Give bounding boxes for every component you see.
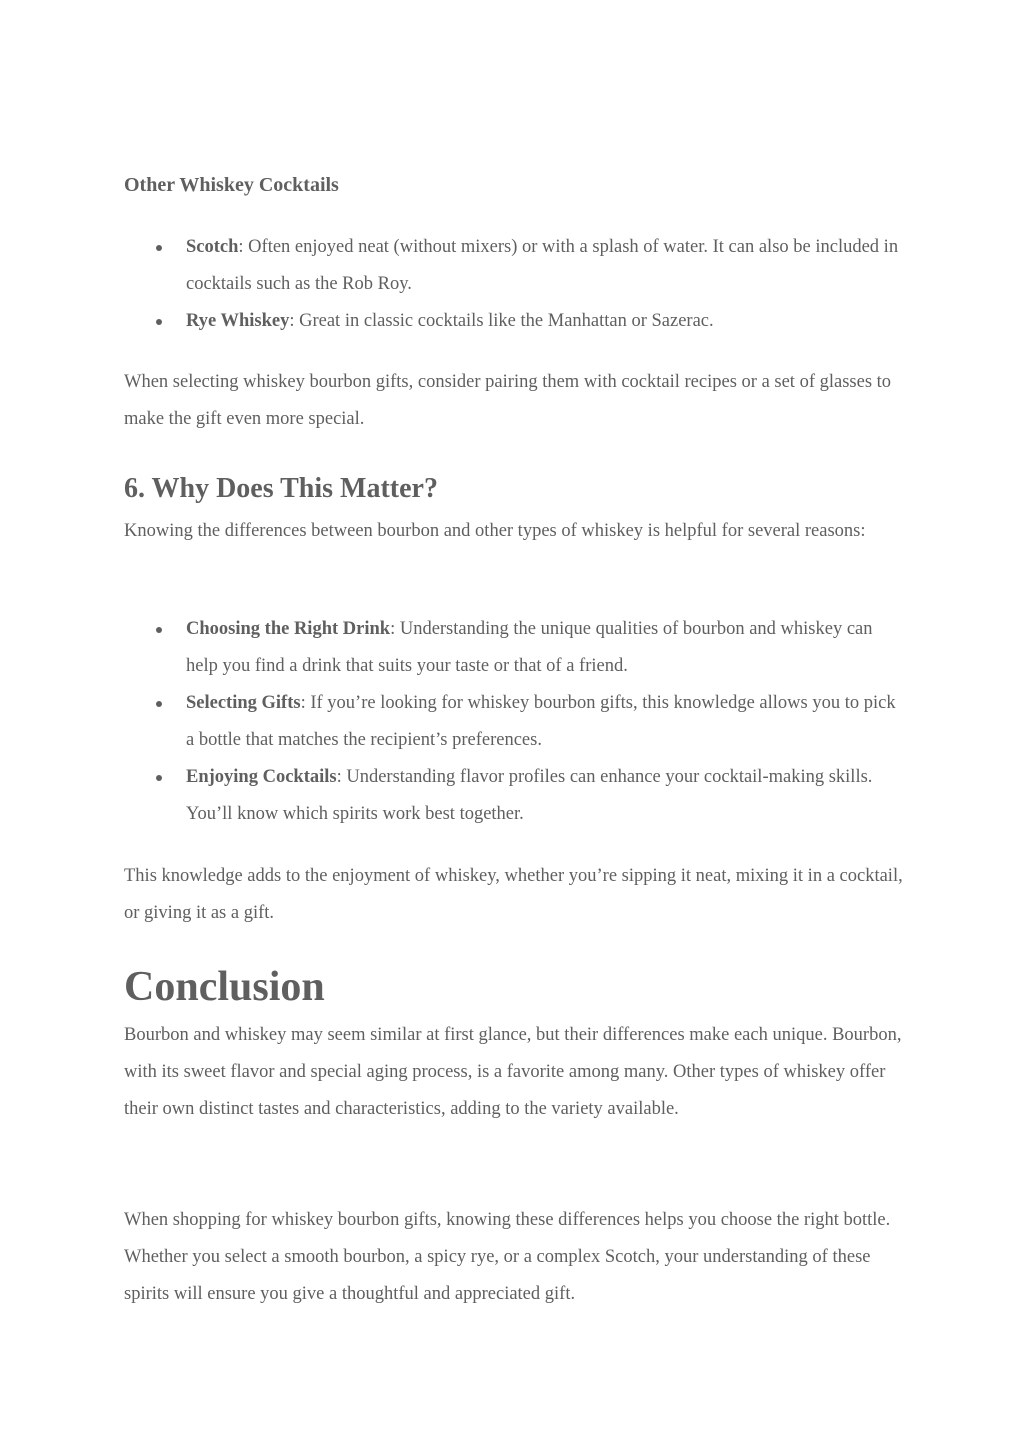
conclusion-paragraph-2: When shopping for whiskey bourbon gifts, knowing these differences helps you choose the right bottle. Whether you select a smooth bourbon, a spicy rye, or a complex Scotch, your understanding of these spirits will ensure you give a thoughtful and appreciated gift. [124, 1210, 891, 1304]
list-item-term: Scotch [186, 237, 239, 257]
why-matter-list [124, 611, 904, 833]
list-item-text: : Often enjoyed neat (without mixers) or with a splash of water. It can also be included in cocktails such as the Rob Roy. [186, 237, 899, 294]
other-cocktails-heading: Other Whiskey Cocktails [124, 174, 339, 196]
bullet-icon [156, 701, 162, 707]
bullet-icon [156, 627, 162, 633]
list-item-text: : Understanding the unique qualities of bourbon and whiskey can help you find a drink that suits your taste or that of a friend. [186, 619, 873, 676]
why-matter-closing: This knowledge adds to the enjoyment of whiskey, whether you’re sipping it neat, mixing it in a cocktail, or giving it as a gift. [124, 866, 903, 923]
other-cocktails-closing: When selecting whiskey bourbon gifts, consider pairing them with cocktail recipes or a set of glasses to make the gift even more special. [124, 372, 892, 429]
conclusion-paragraph-1: Bourbon and whiskey may seem similar at first glance, but their differences make each unique. Bourbon, with its sweet flavor and special aging process, is a favorite among many. Other types of whiskey offer their own distinct tastes and characteristics, adding to the variety available. [124, 1025, 902, 1119]
why-matter-intro: Knowing the differences between bourbon and other types of whiskey is helpful for several reasons: [124, 521, 866, 541]
list-item [124, 759, 904, 833]
conclusion-heading: Conclusion [124, 964, 325, 1010]
list-item-text: : Understanding flavor profiles can enhance your cocktail-making skills. You’ll know which spirits work best together. [186, 767, 873, 824]
bullet-icon [156, 775, 162, 781]
bullet-icon [156, 319, 162, 325]
other-cocktails-list [124, 229, 904, 340]
list-item-text: : If you’re looking for whiskey bourbon gifts, this knowledge allows you to pick a bottle that matches the recipient’s preferences. [186, 693, 896, 750]
list-item-term: Rye Whiskey [186, 311, 290, 331]
list-item-term: Enjoying Cocktails [186, 767, 337, 787]
list-item [124, 685, 904, 759]
list-item [124, 303, 904, 340]
why-matter-heading: 6. Why Does This Matter? [124, 473, 438, 504]
list-item-text: : Great in classic cocktails like the Manhattan or Sazerac. [289, 311, 714, 331]
list-item-term: Choosing the Right Drink [186, 619, 391, 639]
list-item [124, 229, 904, 303]
bullet-icon [156, 245, 162, 251]
list-item-term: Selecting Gifts [186, 693, 301, 713]
list-item [124, 611, 904, 685]
